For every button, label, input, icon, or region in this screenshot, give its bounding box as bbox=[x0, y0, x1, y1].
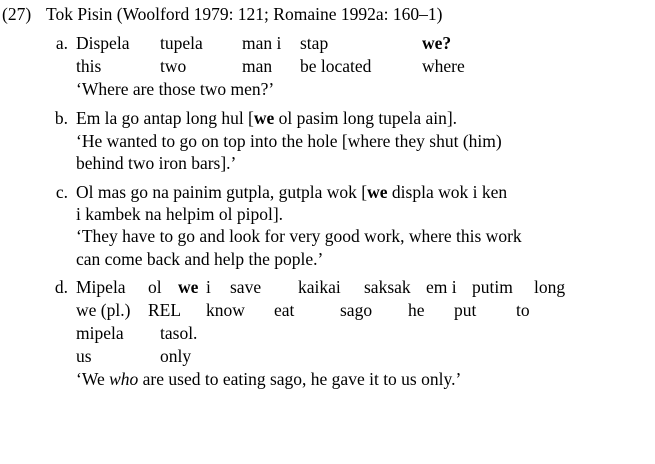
gloss-term: REL bbox=[148, 300, 182, 321]
subexample-c bbox=[0, 181, 655, 271]
subexample-a-label: a. bbox=[55, 33, 68, 54]
gloss-term: sago bbox=[340, 300, 373, 321]
gloss-word: em i bbox=[426, 277, 457, 298]
gloss-word: man i bbox=[242, 33, 282, 54]
gloss-word: Dispela bbox=[76, 33, 130, 54]
gloss-word: mipela bbox=[76, 323, 124, 344]
gloss-word-focus: we bbox=[178, 277, 199, 298]
free-translation-line: behind two iron bars].’ bbox=[76, 153, 237, 174]
gloss-word: tasol. bbox=[160, 323, 198, 344]
subexample-d-body bbox=[76, 276, 655, 391]
example-language-source: Tok Pisin (Woolford 1979: 121; Romaine 1992a: 160–1) bbox=[46, 4, 443, 24]
translation-emphasis: who bbox=[109, 369, 139, 390]
free-translation: ‘Where are those two men?’ bbox=[76, 79, 275, 100]
free-translation bbox=[76, 368, 653, 391]
gloss-term: this bbox=[76, 56, 102, 77]
subexample-d-label: d. bbox=[54, 277, 68, 298]
gloss-term: only bbox=[160, 346, 192, 367]
gloss-term: where bbox=[422, 56, 465, 77]
gloss-line-original bbox=[76, 32, 653, 55]
example-sentence bbox=[76, 181, 653, 203]
subexample-a-body bbox=[76, 32, 655, 101]
gloss-line-gloss bbox=[76, 55, 653, 78]
gloss-word: putim bbox=[472, 277, 513, 298]
example-number: (27) bbox=[2, 4, 32, 24]
gloss-line-original bbox=[76, 276, 653, 299]
gloss-word: kaikai bbox=[298, 277, 341, 298]
gloss-term: to bbox=[516, 300, 530, 321]
gloss-word: long bbox=[534, 277, 566, 298]
gloss-term: put bbox=[454, 300, 477, 321]
gloss-word: save bbox=[230, 277, 262, 298]
gloss-term: we (pl.) bbox=[76, 300, 131, 321]
translation-part: ‘We bbox=[76, 369, 110, 390]
free-translation-line: ‘He wanted to go on top into the hole [where they shut (him) bbox=[76, 130, 502, 151]
subexample-b bbox=[0, 107, 655, 174]
sentence-focus: we bbox=[367, 181, 388, 202]
example-sentence bbox=[76, 107, 653, 129]
gloss-word: saksak bbox=[364, 277, 411, 298]
free-translation-line: ‘They have to go and look for very good work, where this work bbox=[76, 226, 522, 247]
gloss-word: stap bbox=[300, 33, 329, 54]
subexample-b-label: b. bbox=[54, 108, 68, 129]
sentence-focus: we bbox=[253, 108, 275, 129]
gloss-word-focus: we? bbox=[422, 33, 452, 54]
translation-part: are used to eating sago, he gave it to us only.’ bbox=[138, 369, 462, 390]
subexample-c-label: c. bbox=[55, 181, 68, 202]
example-sentence-cont: i kambek na helpim ol pipol]. bbox=[76, 203, 284, 224]
gloss-term: us bbox=[76, 346, 92, 367]
gloss-term: know bbox=[206, 300, 245, 321]
sentence-part: displa wok i ken bbox=[387, 181, 508, 202]
subexample-a bbox=[0, 32, 655, 101]
gloss-line-gloss-cont bbox=[76, 345, 653, 368]
gloss-term: man bbox=[242, 56, 273, 77]
gloss-word: Mipela bbox=[76, 277, 126, 298]
gloss-word: ol bbox=[148, 277, 162, 298]
gloss-term: eat bbox=[274, 300, 295, 321]
gloss-term: be located bbox=[300, 56, 372, 77]
gloss-term: he bbox=[408, 300, 425, 321]
subexample-c-body bbox=[76, 181, 655, 271]
example-header bbox=[0, 0, 655, 26]
free-translation-line: can come back and help the pople.’ bbox=[76, 248, 324, 269]
gloss-term: two bbox=[160, 56, 187, 77]
gloss-line-gloss bbox=[76, 299, 653, 322]
sentence-part: ol pasim long tupela ain]. bbox=[274, 108, 458, 129]
gloss-word: i bbox=[206, 277, 211, 298]
subexample-b-body bbox=[76, 107, 655, 174]
gloss-line-original-cont bbox=[76, 322, 653, 345]
gloss-word: tupela bbox=[160, 33, 203, 54]
sentence-part: Em la go antap long hul [ bbox=[76, 108, 254, 129]
subexample-d bbox=[0, 276, 655, 391]
sentence-part: Ol mas go na painim gutpla, gutpla wok [ bbox=[76, 181, 368, 202]
